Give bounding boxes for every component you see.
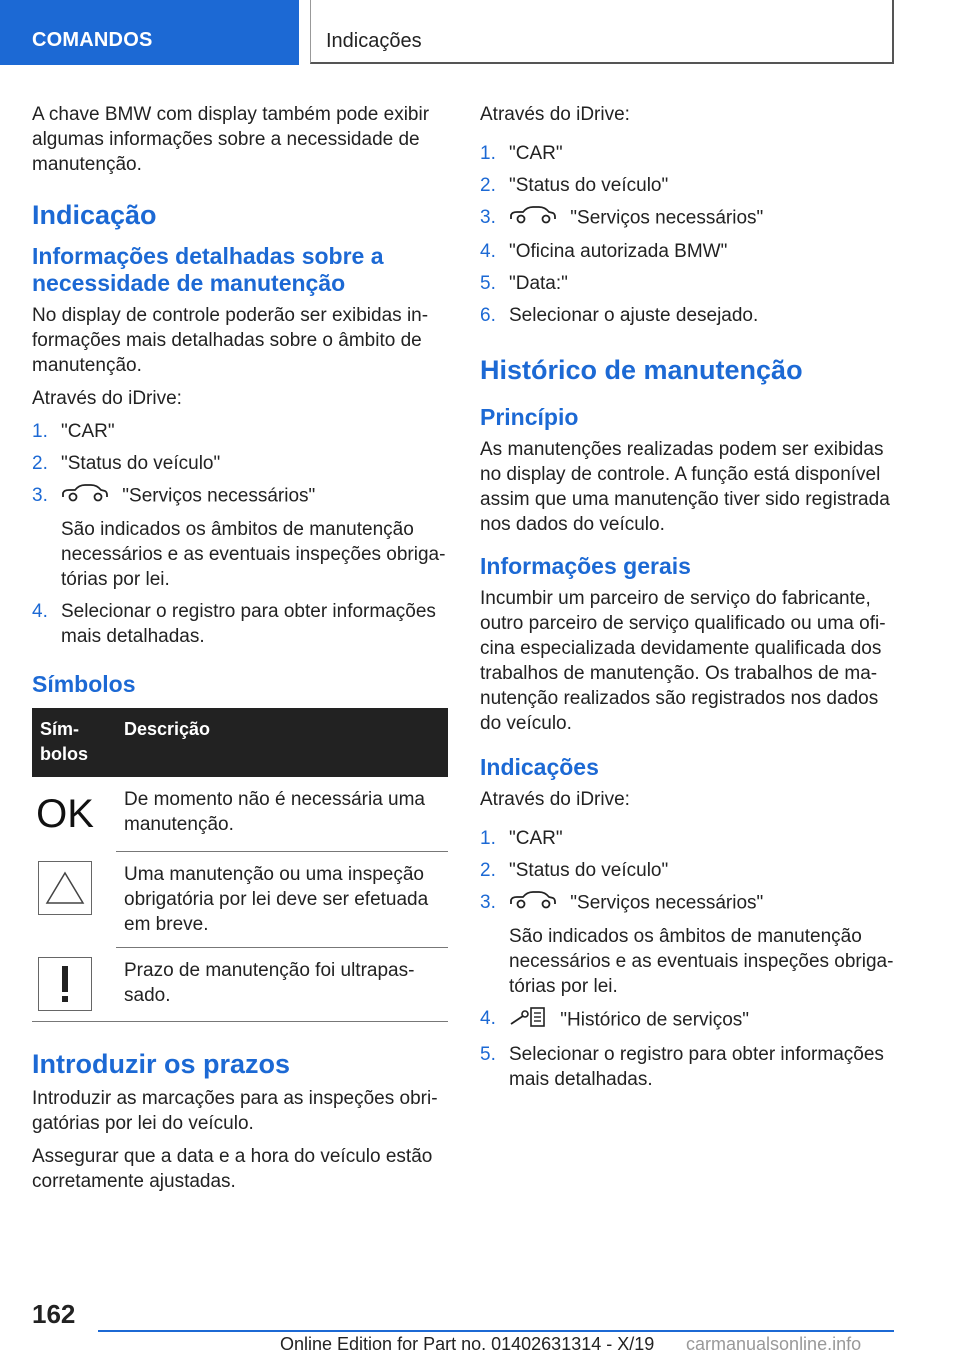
step-number: 3. bbox=[480, 207, 496, 228]
step-number: 2. bbox=[32, 453, 48, 474]
ok-symbol: OK bbox=[36, 791, 94, 836]
step-number: 2. bbox=[480, 860, 496, 881]
step-number: 4. bbox=[32, 601, 48, 622]
heading-historico-manutencao: Histórico de manutenção bbox=[480, 355, 803, 385]
steps-list bbox=[480, 141, 898, 328]
paragraph-principio: As manutenções realizadas podem ser exibidas no display de controle. A função está disponível assim que uma manutenção tiver sido registrada nos dados do veículo. bbox=[480, 439, 890, 535]
symbol-cell bbox=[32, 851, 116, 947]
heading-principio: Princípio bbox=[480, 404, 579, 430]
table-header-row bbox=[32, 708, 448, 777]
heading-indicacao: Indicação bbox=[32, 200, 157, 230]
step-number: 3. bbox=[32, 485, 48, 506]
step-text: "CAR" bbox=[509, 143, 563, 164]
list-item bbox=[480, 205, 898, 232]
exclamation-icon bbox=[38, 957, 92, 1011]
symbols-table bbox=[32, 708, 448, 1022]
paragraph-idrive-2: Através do iDrive: bbox=[480, 789, 630, 810]
step-number: 1. bbox=[480, 828, 496, 849]
list-item bbox=[480, 141, 898, 166]
step-text: "Histórico de serviços" bbox=[560, 1009, 750, 1031]
list-item bbox=[480, 303, 898, 328]
paragraph-idrive: Através do iDrive: bbox=[480, 104, 630, 125]
step-text: "Status do veículo" bbox=[509, 860, 669, 881]
warning-triangle-icon bbox=[38, 861, 92, 915]
step-number: 6. bbox=[480, 305, 496, 326]
step-subtext: São indicados os âmbitos de manutenção necessários e as eventuais inspeções obriga-tórias por lei. bbox=[61, 519, 446, 590]
description-cell: Uma manutenção ou uma inspeção obrigatória por lei deve ser efetuada em breve. bbox=[116, 851, 448, 947]
step-subtext: São indicados os âmbitos de manutenção necessários e as eventuais inspeções obriga-tórias por lei. bbox=[509, 926, 894, 997]
step-text: Selecionar o ajuste desejado. bbox=[509, 305, 759, 326]
service-history-icon bbox=[509, 1006, 547, 1035]
topic-header bbox=[310, 0, 894, 64]
description-cell: Prazo de manutenção foi ultrapas-sado. bbox=[116, 947, 448, 1022]
step-number: 5. bbox=[480, 1044, 496, 1065]
paragraph-informacoes-gerais: Incumbir um parceiro de serviço do fabricante, outro parceiro de serviço qualificado ou uma ofi-cina especializada devidamente qualificada dos trabalhos de manutenção. Os trabalhos de ma-nutenção realizados são registrados nos dados do veículo. bbox=[480, 588, 886, 734]
heading-introduzir-prazos: Introduzir os prazos bbox=[32, 1049, 291, 1079]
step-text: "Oficina autorizada BMW" bbox=[509, 241, 728, 262]
list-item bbox=[480, 858, 898, 883]
symbol-cell bbox=[32, 947, 116, 1022]
car-icon bbox=[61, 483, 109, 510]
topic-title: Indicações bbox=[326, 30, 422, 52]
list-item bbox=[480, 239, 898, 264]
table-row bbox=[32, 947, 448, 1022]
page-number: 162 bbox=[32, 1299, 76, 1329]
list-item bbox=[480, 1042, 898, 1092]
car-icon bbox=[509, 205, 557, 232]
car-icon bbox=[509, 890, 557, 917]
heading-indicacoes: Indicações bbox=[480, 754, 599, 780]
list-item bbox=[480, 826, 898, 851]
step-number: 1. bbox=[480, 143, 496, 164]
steps-list-2 bbox=[480, 826, 898, 1092]
paragraph-display: No display de controle poderão ser exibidas in-formações mais detalhadas sobre o âmbito de manutenção. bbox=[32, 305, 429, 376]
heading-informacoes-gerais: Informações gerais bbox=[480, 553, 691, 579]
column-header-description: Descrição bbox=[116, 708, 448, 777]
step-number: 4. bbox=[480, 241, 496, 262]
list-item bbox=[480, 173, 898, 198]
step-number: 4. bbox=[480, 1008, 496, 1029]
step-number: 3. bbox=[480, 892, 496, 913]
step-number: 2. bbox=[480, 175, 496, 196]
step-text: Selecionar o registro para obter informações mais detalhadas. bbox=[61, 601, 436, 647]
symbol-cell bbox=[32, 777, 116, 851]
list-item bbox=[32, 451, 448, 476]
step-text: "Serviços necessários" bbox=[570, 892, 764, 914]
list-item bbox=[32, 599, 448, 649]
steps-list bbox=[32, 419, 448, 649]
list-item bbox=[480, 890, 898, 999]
table-row bbox=[32, 777, 448, 851]
paragraph-introduzir: Introduzir as marcações para as inspeções obri-gatórias por lei do veículo. bbox=[32, 1088, 438, 1134]
step-number: 1. bbox=[32, 421, 48, 442]
list-item bbox=[480, 271, 898, 296]
list-item bbox=[480, 1006, 898, 1035]
footer-edition: Online Edition for Part no. 01402631314 - X/19 bbox=[280, 1334, 655, 1354]
step-text: "CAR" bbox=[509, 828, 563, 849]
paragraph-assegurar: Assegurar que a data e a hora do veículo estão corretamente ajustadas. bbox=[32, 1146, 433, 1192]
footer-watermark: carmanualsonline.info bbox=[686, 1334, 862, 1354]
step-text: "CAR" bbox=[61, 421, 115, 442]
list-item bbox=[32, 483, 448, 592]
list-item bbox=[32, 419, 448, 444]
section-tab bbox=[0, 0, 299, 65]
step-text: "Serviços necessários" bbox=[122, 485, 316, 507]
footer-divider bbox=[98, 1330, 894, 1332]
step-text: Selecionar o registro para obter informações mais detalhadas. bbox=[509, 1044, 884, 1090]
step-text: "Status do veículo" bbox=[509, 175, 669, 196]
step-number: 5. bbox=[480, 273, 496, 294]
left-column bbox=[32, 102, 448, 1202]
intro-paragraph: A chave BMW com display também pode exibir algumas informações sobre a necessidade de manutenção. bbox=[32, 104, 430, 175]
right-column bbox=[480, 102, 898, 1100]
step-text: "Status do veículo" bbox=[61, 453, 221, 474]
description-cell: De momento não é necessária uma manutenção. bbox=[116, 777, 448, 851]
step-text: "Data:" bbox=[509, 273, 568, 294]
step-text: "Serviços necessários" bbox=[570, 207, 764, 229]
paragraph-idrive: Através do iDrive: bbox=[32, 388, 182, 409]
table-row bbox=[32, 851, 448, 947]
column-header-symbols: Sím-bolos bbox=[32, 708, 116, 777]
heading-simbolos: Símbolos bbox=[32, 671, 136, 697]
section-title: COMANDOS bbox=[32, 29, 153, 51]
heading-informacoes-detalhadas: Informações detalhadas sobre a necessidade de manutenção bbox=[32, 243, 384, 296]
